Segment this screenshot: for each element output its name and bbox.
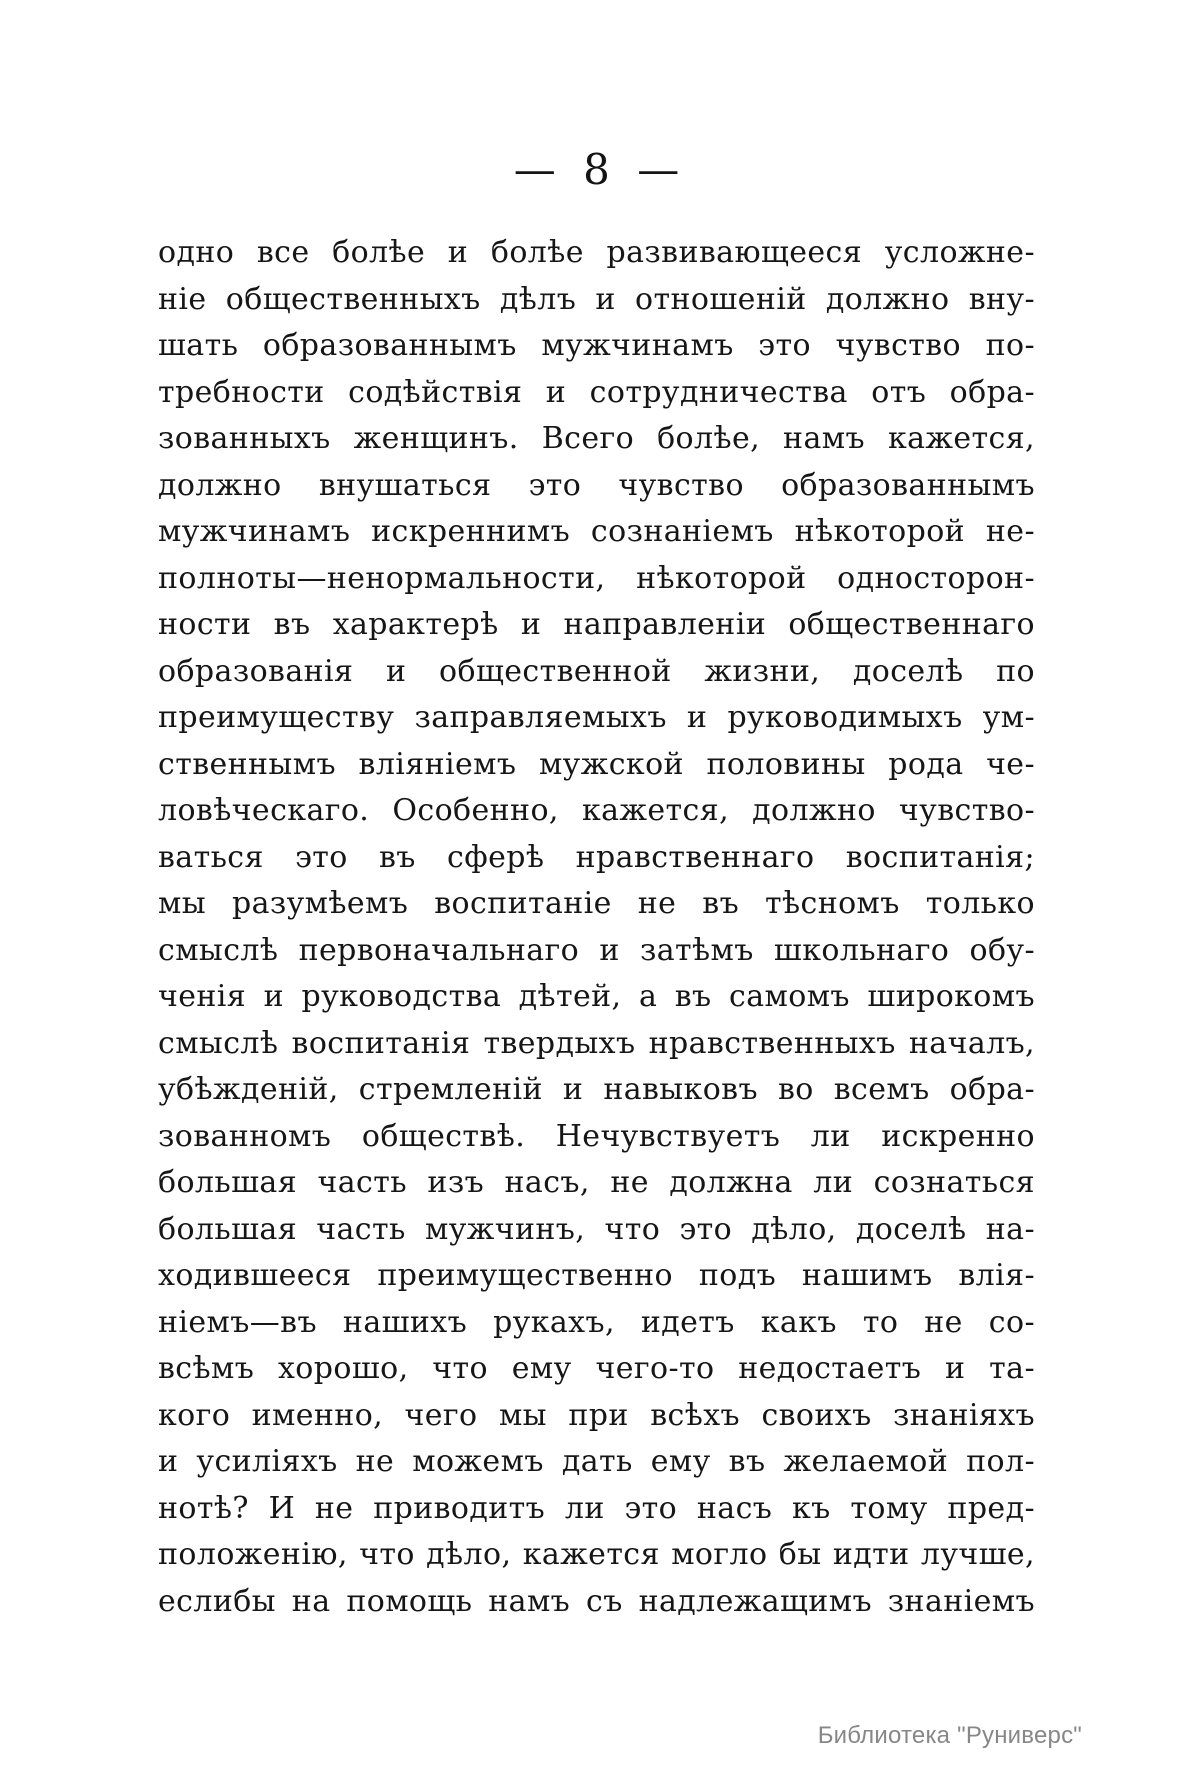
text-line: ственнымъ вліяніемъ мужской половины рода че-	[158, 746, 1035, 782]
text-line: кого именно, чего мы при всѣхъ своихъ знаніяхъ	[158, 1397, 1035, 1433]
text-line: мужчинамъ искреннимъ сознаніемъ нѣкоторой не-	[158, 514, 1035, 549]
text-line: ловѣческаго. Особенно, кажется, должно чувство-	[158, 793, 1035, 828]
text-line: и усиліяхъ не можемъ дать ему въ желаемой пол-	[158, 1444, 1035, 1479]
text-line: ходившееся преимущественно подъ нашимъ влія-	[158, 1258, 1035, 1293]
text-line: ніе общественныхъ дѣлъ и отношеній должно вну-	[158, 281, 1035, 317]
text-line: положенію, что дѣло, кажется могло бы идти лучше,	[158, 1537, 1035, 1572]
text-line: большая часть мужчинъ, что это дѣло, доселѣ на-	[158, 1211, 1035, 1247]
text-line: всѣмъ хорошо, что ему чего-то недостаетъ и та-	[158, 1351, 1035, 1386]
text-line: зованныхъ женщинъ. Всего болѣе, намъ кажется,	[158, 421, 1035, 456]
text-line: зованномъ обществѣ. Нечувствуетъ ли искренно	[158, 1118, 1035, 1154]
text-line: должно внушаться это чувство образованнымъ	[158, 467, 1035, 503]
text-line: ченія и руководства дѣтей, а въ самомъ широкомъ	[158, 979, 1035, 1014]
page-number: — 8 —	[513, 145, 680, 194]
text-line: требности содѣйствія и сотрудничества отъ обра-	[158, 374, 1035, 410]
text-line: смыслѣ первоначальнаго и затѣмъ школьнаго обу-	[158, 932, 1035, 968]
text-block	[158, 230, 1035, 1625]
text-line: мы разумѣемъ воспитаніе не въ тѣсномъ только	[158, 886, 1035, 921]
text-line: убѣжденій, стремленій и навыковъ во всемъ обра-	[158, 1072, 1035, 1107]
text-line: ваться это въ сферѣ нравственнаго воспитанія;	[158, 839, 1035, 875]
text-line: шать образованнымъ мужчинамъ это чувство по-	[158, 328, 1035, 363]
text-line: полноты—ненормальности, нѣкоторой односторон-	[158, 560, 1035, 596]
text-line: нотѣ? И не приводитъ ли это насъ къ тому пред-	[158, 1490, 1035, 1526]
text-line: смыслѣ воспитанія твердыхъ нравственныхъ началъ,	[158, 1025, 1035, 1061]
text-line: большая часть изъ насъ, не должна ли сознаться	[158, 1165, 1035, 1200]
text-line: ности въ характерѣ и направленіи общественнаго	[158, 607, 1035, 642]
text-line: еслибы на помощь намъ съ надлежащимъ знаніемъ	[158, 1583, 1035, 1619]
text-line: одно все болѣе и болѣе развивающееся усложне-	[158, 235, 1035, 270]
text-line: преимуществу заправляемыхъ и руководимыхъ ум-	[158, 700, 1035, 735]
text-line: ніемъ—въ нашихъ рукахъ, идетъ какъ то не со-	[158, 1304, 1035, 1340]
library-watermark: Библиотека "Руниверс"	[817, 1722, 1082, 1749]
text-line: образованія и общественной жизни, доселѣ по	[158, 653, 1035, 689]
